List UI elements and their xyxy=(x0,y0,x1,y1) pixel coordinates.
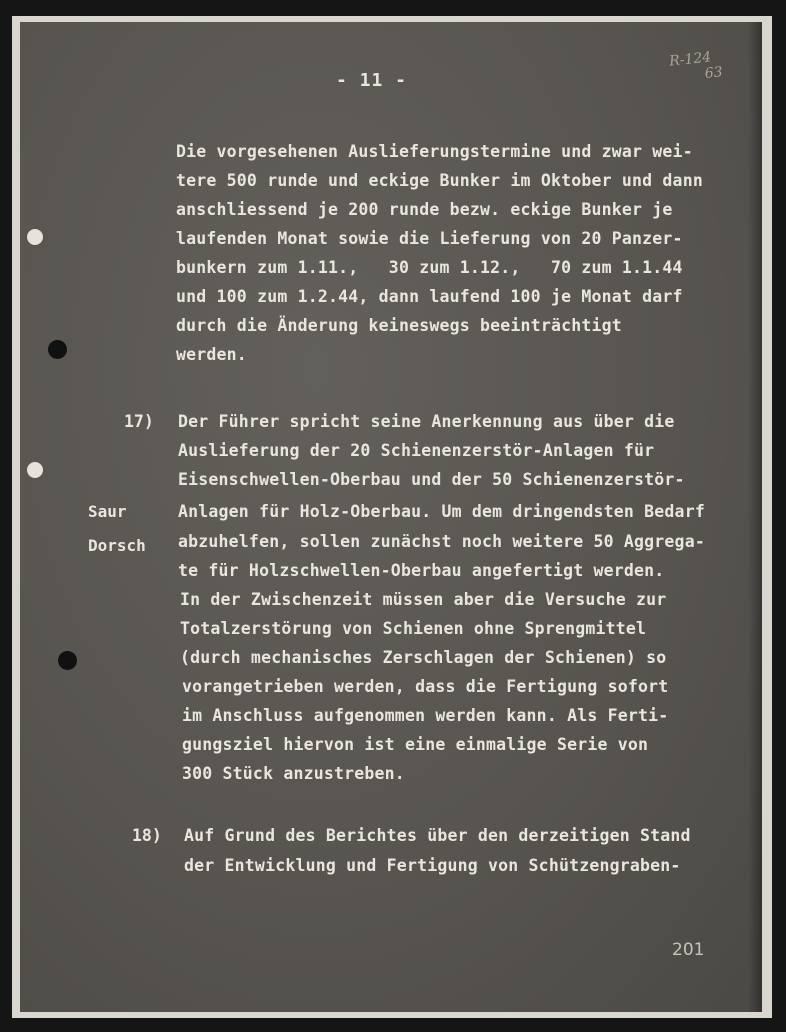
stamp-line-1: R-124 xyxy=(668,49,712,70)
item-18-line: Auf Grund des Berichtes über den derzeitigen Stand xyxy=(184,826,691,845)
item-17-line: Totalzerstörung von Schienen ohne Sprengmittel xyxy=(180,619,647,638)
item-17-number: 17) xyxy=(124,412,154,431)
intro-line: bunkern zum 1.11., 30 zum 1.12., 70 zum 1.1.44 xyxy=(176,258,683,277)
punch-hole xyxy=(27,462,43,478)
margin-name-dorsch: Dorsch xyxy=(88,536,146,555)
item-17-line: im Anschluss aufgenommen werden kann. Als Ferti- xyxy=(182,706,669,725)
intro-line: tere 500 runde und eckige Bunker im Oktober und dann xyxy=(176,171,703,190)
item-17-line: In der Zwischenzeit müssen aber die Versuche zur xyxy=(180,590,667,609)
item-17-line: Auslieferung der 20 Schienenzerstör-Anlagen für xyxy=(178,441,655,460)
intro-line: laufenden Monat sowie die Lieferung von 20 Panzer- xyxy=(176,229,683,248)
item-18-number: 18) xyxy=(132,826,162,845)
intro-line: werden. xyxy=(176,345,247,364)
item-17-line: gungsziel hiervon ist eine einmalige Serie von xyxy=(182,735,649,754)
archive-stamp xyxy=(669,46,742,85)
item-18-line: der Entwicklung und Fertigung von Schützengraben- xyxy=(184,856,681,875)
punch-hole xyxy=(27,229,43,245)
intro-line: und 100 zum 1.2.44, dann laufend 100 je Monat darf xyxy=(176,287,683,306)
document-page xyxy=(20,22,762,1012)
punch-hole xyxy=(48,340,67,359)
intro-line: anschliessend je 200 runde bezw. eckige Bunker je xyxy=(176,200,673,219)
intro-line: Die vorgesehenen Auslieferungstermine und zwar wei- xyxy=(176,142,693,161)
page-number: - 11 - xyxy=(336,70,408,91)
item-17-line: (durch mechanisches Zerschlagen der Schienen) so xyxy=(180,648,667,667)
item-17-line: 300 Stück anzustreben. xyxy=(182,764,405,783)
item-17-line: Anlagen für Holz-Oberbau. Um dem dringendsten Bedarf xyxy=(178,502,705,521)
item-17-line: abzuhelfen, sollen zunächst noch weitere 50 Aggrega- xyxy=(178,532,705,551)
stamp-line-2: 63 xyxy=(704,64,724,83)
item-17-line: Der Führer spricht seine Anerkennung aus über die xyxy=(178,412,675,431)
item-17-line: vorangetrieben werden, dass die Fertigung sofort xyxy=(182,677,669,696)
punch-hole xyxy=(58,651,77,670)
footer-page-number: 201 xyxy=(672,940,705,960)
item-17-line: te für Holzschwellen-Oberbau angefertigt werden. xyxy=(178,561,665,580)
page-edge-shadow xyxy=(748,22,762,1012)
intro-line: durch die Änderung keineswegs beeinträchtigt xyxy=(176,316,622,335)
margin-name-saur: Saur xyxy=(88,502,127,521)
item-17-line: Eisenschwellen-Oberbau und der 50 Schienenzerstör- xyxy=(178,470,685,489)
